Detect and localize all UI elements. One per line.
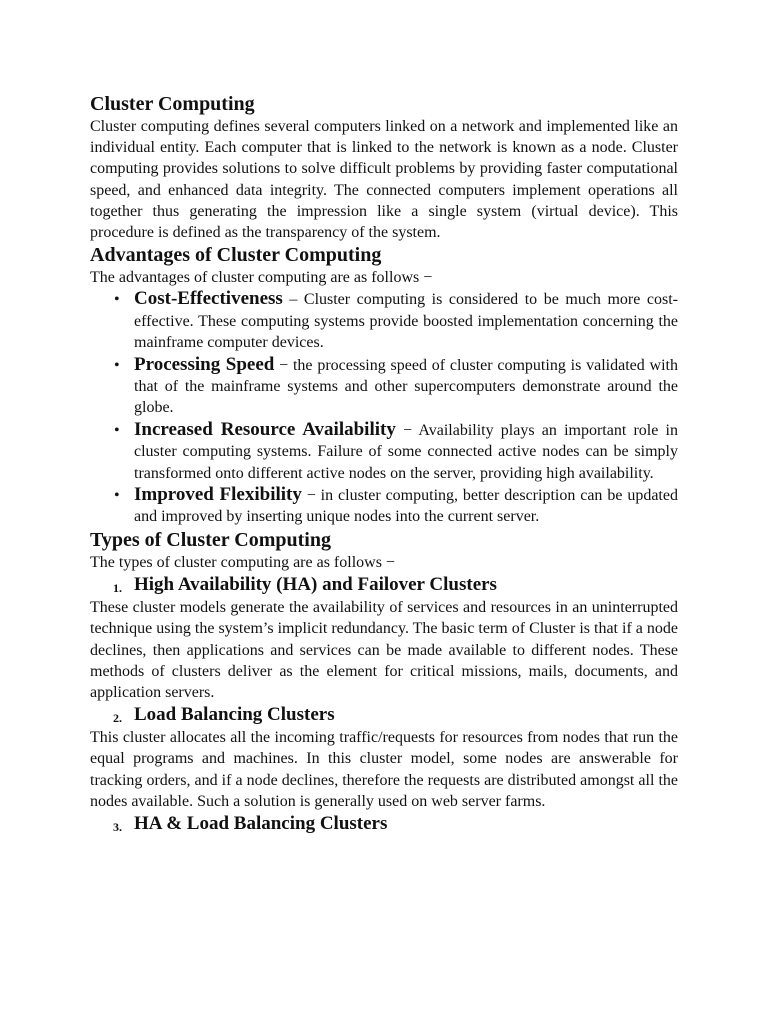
bullet-icon: • (114, 487, 120, 505)
bullet-term: Processing Speed (134, 353, 275, 375)
list-item (90, 419, 678, 484)
list-number: 2. (113, 711, 122, 726)
bullet-text: − Availability plays an important role in cluster computing systems. Failure of some connected active nodes can be simply transformed onto different active nodes on the server, providing high availability. (134, 421, 678, 482)
type-heading-ha-failover (90, 573, 678, 597)
document-content (90, 92, 678, 836)
page-title: Cluster Computing (90, 93, 255, 115)
type-paragraph-ha-failover: These cluster models generate the availability of services and resources in an uninterrupted technique using the system’s implicit redundancy. The basic term of Cluster is that if a node declines, then applications and services can be made available to different nodes. These methods of clusters deliver as the element for critical missions, mails, documents, and application servers. (90, 599, 678, 701)
list-item (90, 354, 678, 419)
bullet-term: Increased Resource Availability (134, 418, 396, 440)
bullet-term: Cost-Effectiveness (134, 288, 283, 310)
advantages-heading: Advantages of Cluster Computing (90, 244, 382, 267)
bullet-text: − the processing speed of cluster computing is validated with that of the mainframe systems and other supercomputers demonstrate around the globe. (134, 356, 678, 417)
type-title: Load Balancing Clusters (134, 704, 335, 726)
bullet-term: Improved Flexibility (134, 484, 302, 506)
advantages-lead: The advantages of cluster computing are as follows − (90, 269, 433, 287)
advantages-list (90, 288, 678, 527)
bullet-icon: • (114, 421, 120, 439)
bullet-text: – Cluster computing is considered to be much more cost-effective. These computing systems provide boosted implementation concerning the mainframe computer devices. (134, 291, 678, 352)
bullet-icon: • (114, 291, 120, 309)
type-heading-ha-load-balancing (90, 812, 678, 836)
type-heading-load-balancing (90, 703, 678, 727)
intro-paragraph: Cluster computing defines several computers linked on a network and implemented like an individual entity. Each computer that is linked to the network is known as a node. Cluster computing provides solutions to solve difficult problems by providing faster computational speed, and enhanced data integrity. The connected computers implement operations all together thus generating the impression like a single system (virtual device). This procedure is defined as the transparency of the system. (90, 118, 678, 242)
types-lead: The types of cluster computing are as follows − (90, 553, 395, 571)
type-title: HA & Load Balancing Clusters (134, 812, 388, 834)
bullet-icon: • (114, 356, 120, 374)
bullet-text: − in cluster computing, better description can be updated and improved by inserting unique nodes into the current server. (134, 487, 678, 526)
types-heading: Types of Cluster Computing (90, 528, 331, 551)
list-item (90, 484, 678, 528)
type-paragraph-load-balancing: This cluster allocates all the incoming traffic/requests for resources from nodes that run the equal programs and machines. In this cluster model, some nodes are answerable for tracking orders, and if a node declines, therefore the requests are distributed amongst all the nodes available. Such a solution is generally used on web server farms. (90, 729, 678, 810)
list-item (90, 288, 678, 353)
type-title: High Availability (HA) and Failover Clusters (134, 574, 497, 596)
list-number: 3. (113, 819, 122, 834)
list-number: 1. (113, 581, 122, 596)
